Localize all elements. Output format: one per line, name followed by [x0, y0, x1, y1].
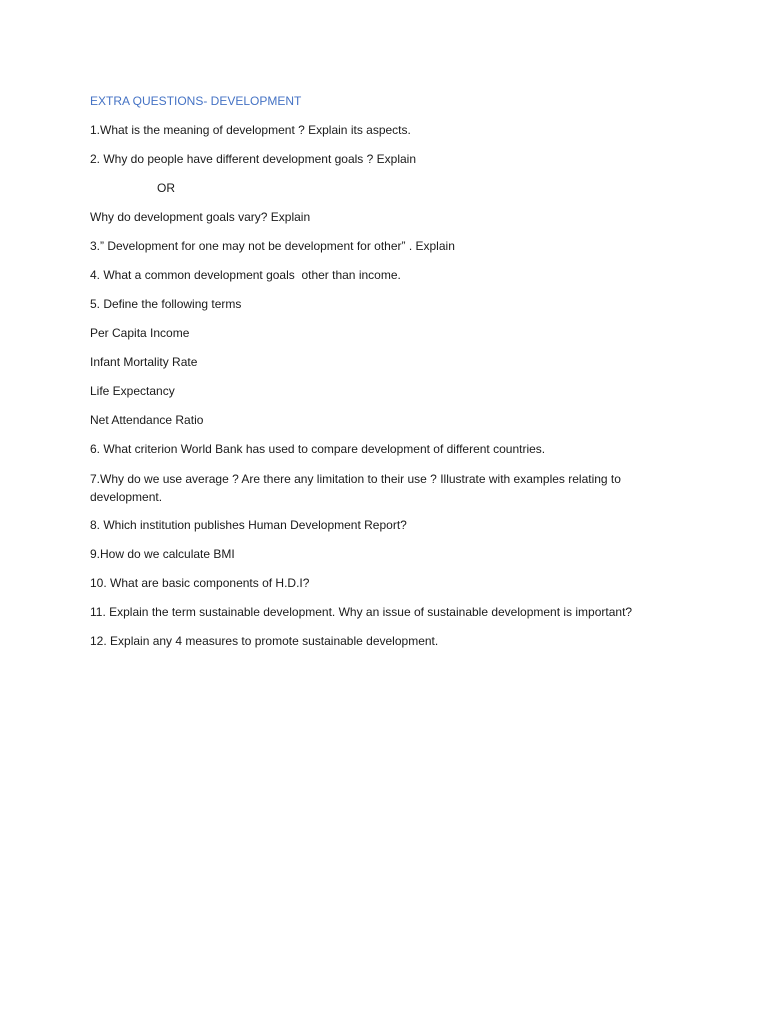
question-2-alt: Why do development goals vary? Explain	[90, 210, 311, 224]
question-9: 9.How do we calculate BMI	[90, 547, 235, 561]
question-8: 8. Which institution publishes Human Development Report?	[90, 518, 407, 532]
question-11: 11. Explain the term sustainable development. Why an issue of sustainable development is important?	[90, 605, 633, 619]
question-4: 4. What a common development goals other than income.	[90, 268, 401, 282]
term-life-expectancy: Life Expectancy	[90, 384, 175, 398]
question-3: 3.” Development for one may not be development for other” . Explain	[90, 239, 455, 253]
question-5: 5. Define the following terms	[90, 297, 242, 311]
or-separator: OR	[157, 181, 175, 195]
question-7: 7.Why do we use average ? Are there any limitation to their use ? Illustrate with examples relating to development.	[90, 472, 625, 504]
term-per-capita-income: Per Capita Income	[90, 326, 190, 340]
term-infant-mortality-rate: Infant Mortality Rate	[90, 355, 198, 369]
question-2: 2. Why do people have different development goals ? Explain	[90, 152, 416, 166]
term-net-attendance-ratio: Net Attendance Ratio	[90, 413, 204, 427]
question-1: 1.What is the meaning of development ? Explain its aspects.	[90, 123, 411, 137]
question-6: 6. What criterion World Bank has used to compare development of different countries.	[90, 442, 546, 456]
document-title: EXTRA QUESTIONS- DEVELOPMENT	[90, 94, 302, 108]
question-10: 10. What are basic components of H.D.I?	[90, 576, 310, 590]
question-12: 12. Explain any 4 measures to promote sustainable development.	[90, 634, 439, 648]
document-page	[90, 93, 690, 662]
